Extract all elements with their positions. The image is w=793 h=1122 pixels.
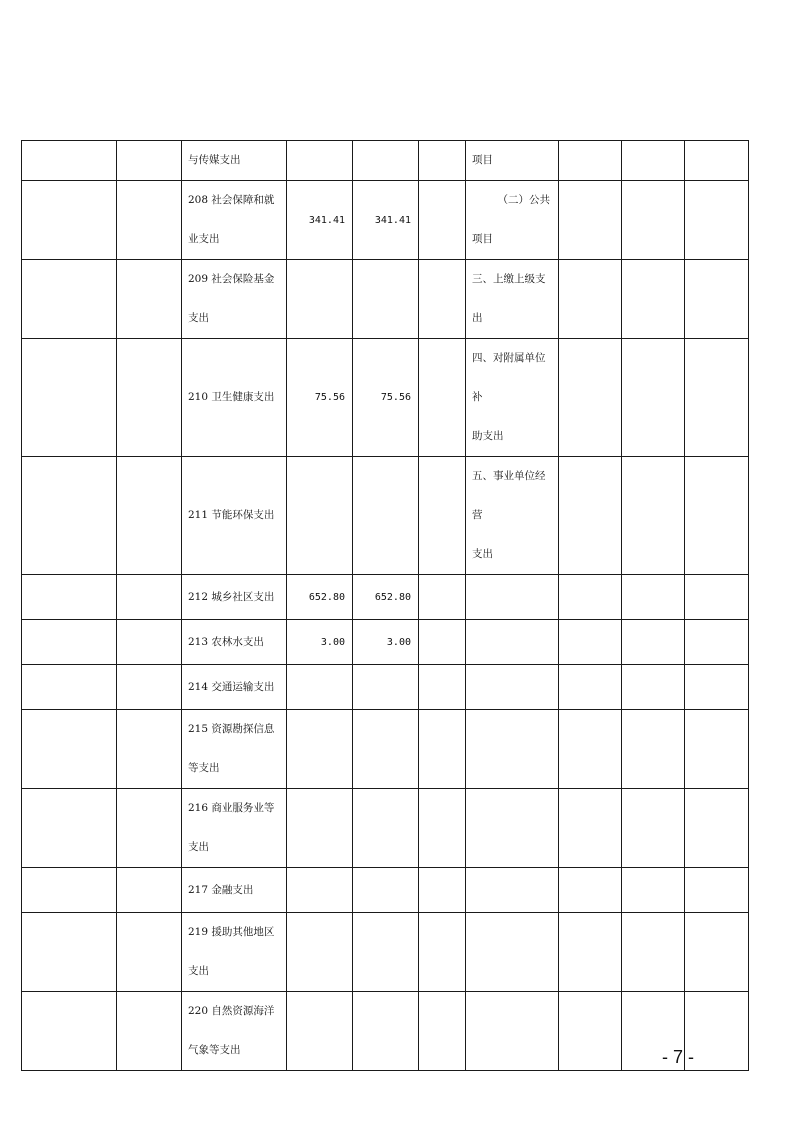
right-label-cell-text: 四、对附属单位补 助支出 [472, 352, 546, 442]
table-row [22, 992, 749, 1071]
empty-cell [22, 339, 117, 457]
amount-cell [353, 992, 419, 1071]
amount-cell [353, 141, 419, 181]
amount-cell-text: 652.80 [374, 591, 411, 603]
empty-cell [419, 620, 466, 665]
empty-cell [117, 620, 182, 665]
amount-cell [353, 789, 419, 868]
right-label-line-2: 项目 [472, 233, 493, 245]
right-label-cell [466, 141, 559, 181]
empty-cell [419, 710, 466, 789]
table-row [22, 913, 749, 992]
expense-category-cell-text: 210 卫生健康支出 [188, 391, 275, 403]
expense-category-cell [182, 665, 287, 710]
table-row [22, 260, 749, 339]
amount-cell [353, 260, 419, 339]
empty-cell [685, 710, 749, 789]
right-label-cell [466, 575, 559, 620]
right-label-cell-text: 项目 [472, 154, 493, 166]
expense-category-cell-text: 220 自然资源海洋 气象等支出 [188, 1005, 275, 1056]
expense-category-cell [182, 457, 287, 575]
amount-cell [353, 457, 419, 575]
right-label-cell [466, 710, 559, 789]
expense-category-cell [182, 992, 287, 1071]
empty-cell [419, 141, 466, 181]
table-row [22, 789, 749, 868]
empty-cell [685, 457, 749, 575]
empty-cell [622, 710, 685, 789]
empty-cell [685, 141, 749, 181]
right-label-cell [466, 913, 559, 992]
empty-cell [117, 457, 182, 575]
expense-category-cell-text: 215 资源勘探信息 等支出 [188, 723, 275, 774]
table-row [22, 339, 749, 457]
empty-cell [117, 575, 182, 620]
empty-cell [685, 260, 749, 339]
expense-category-cell-text: 与传媒支出 [188, 154, 241, 166]
amount-cell [287, 992, 353, 1071]
empty-cell [117, 710, 182, 789]
empty-cell [685, 575, 749, 620]
empty-cell [559, 575, 622, 620]
amount-cell [287, 789, 353, 868]
amount-cell [353, 665, 419, 710]
empty-cell [117, 665, 182, 710]
table-row [22, 141, 749, 181]
table-row [22, 575, 749, 620]
empty-cell [117, 141, 182, 181]
table-row [22, 868, 749, 913]
empty-cell [419, 868, 466, 913]
table-row [22, 710, 749, 789]
expense-category-cell-text: 219 援助其他地区 支出 [188, 926, 275, 977]
empty-cell [419, 913, 466, 992]
amount-cell [287, 575, 353, 620]
empty-cell [22, 260, 117, 339]
empty-cell [685, 789, 749, 868]
empty-cell [117, 181, 182, 260]
empty-cell [117, 992, 182, 1071]
expense-category-cell [182, 789, 287, 868]
empty-cell [622, 575, 685, 620]
amount-cell [353, 181, 419, 260]
expense-category-cell-text: 208 社会保障和就 业支出 [188, 194, 275, 245]
right-label-line-1: （二）公共 [497, 194, 550, 206]
expense-category-cell [182, 181, 287, 260]
right-label-cell [466, 181, 559, 260]
empty-cell [559, 339, 622, 457]
empty-cell [559, 868, 622, 913]
expense-category-cell [182, 339, 287, 457]
empty-cell [559, 457, 622, 575]
amount-cell [287, 710, 353, 789]
expense-category-cell [182, 141, 287, 181]
empty-cell [22, 141, 117, 181]
empty-cell [117, 789, 182, 868]
page-number: - 7 - [662, 1047, 695, 1067]
right-label-cell-text: 五、事业单位经营 支出 [472, 470, 546, 560]
empty-cell [622, 868, 685, 913]
amount-cell [287, 141, 353, 181]
empty-cell [559, 665, 622, 710]
empty-cell [622, 181, 685, 260]
empty-cell [117, 339, 182, 457]
amount-cell [287, 457, 353, 575]
empty-cell [419, 992, 466, 1071]
empty-cell [22, 868, 117, 913]
amount-cell [353, 620, 419, 665]
right-label-cell [466, 789, 559, 868]
empty-cell [22, 665, 117, 710]
empty-cell [559, 992, 622, 1071]
empty-cell [559, 620, 622, 665]
expense-category-cell [182, 260, 287, 339]
amount-cell [353, 913, 419, 992]
empty-cell [22, 181, 117, 260]
amount-cell-text: 3.00 [386, 636, 411, 648]
empty-cell [559, 913, 622, 992]
empty-cell [117, 868, 182, 913]
right-label-cell [466, 992, 559, 1071]
amount-cell [287, 665, 353, 710]
empty-cell [419, 457, 466, 575]
empty-cell [22, 620, 117, 665]
empty-cell [419, 260, 466, 339]
empty-cell [622, 620, 685, 665]
expense-category-cell [182, 868, 287, 913]
expense-category-cell-text: 211 节能环保支出 [188, 509, 275, 521]
empty-cell [685, 992, 749, 1071]
expense-category-cell-text: 214 交通运输支出 [188, 680, 275, 693]
empty-cell [22, 913, 117, 992]
table-body [22, 141, 749, 1071]
amount-cell-text: 75.56 [314, 392, 345, 403]
table-row [22, 457, 749, 575]
right-label-cell [466, 260, 559, 339]
empty-cell [622, 339, 685, 457]
empty-cell [559, 141, 622, 181]
amount-cell [353, 575, 419, 620]
right-label-cell [466, 457, 559, 575]
amount-cell [353, 868, 419, 913]
empty-cell [622, 141, 685, 181]
empty-cell [685, 181, 749, 260]
right-label-cell [466, 339, 559, 457]
amount-cell-text: 652.80 [308, 591, 345, 603]
empty-cell [622, 260, 685, 339]
amount-cell [287, 620, 353, 665]
expense-category-cell [182, 620, 287, 665]
amount-cell-text: 341.41 [308, 214, 345, 226]
empty-cell [419, 181, 466, 260]
empty-cell [117, 260, 182, 339]
empty-cell [622, 913, 685, 992]
empty-cell [22, 992, 117, 1071]
amount-cell [287, 260, 353, 339]
expense-category-cell-text: 217 金融支出 [188, 883, 254, 896]
empty-cell [685, 339, 749, 457]
empty-cell [685, 868, 749, 913]
amount-cell [287, 181, 353, 260]
table-row [22, 620, 749, 665]
right-label-cell [466, 620, 559, 665]
amount-cell-text: 3.00 [320, 636, 345, 648]
amount-cell-text: 75.56 [380, 392, 411, 403]
empty-cell [419, 339, 466, 457]
amount-cell-text: 341.41 [374, 214, 411, 226]
expense-category-cell-text: 216 商业服务业等 支出 [188, 802, 275, 853]
empty-cell [419, 575, 466, 620]
empty-cell [22, 457, 117, 575]
empty-cell [22, 789, 117, 868]
budget-table [21, 140, 749, 1071]
amount-cell [287, 913, 353, 992]
expense-category-cell [182, 575, 287, 620]
expense-category-cell [182, 710, 287, 789]
empty-cell [622, 665, 685, 710]
right-label-cell [466, 665, 559, 710]
empty-cell [559, 710, 622, 789]
right-label-cell-text: 三、上缴上级支出 [472, 273, 546, 324]
table-row [22, 665, 749, 710]
empty-cell [622, 789, 685, 868]
expense-category-cell [182, 913, 287, 992]
empty-cell [622, 457, 685, 575]
table-row [22, 181, 749, 260]
empty-cell [685, 620, 749, 665]
empty-cell [22, 710, 117, 789]
empty-cell [559, 260, 622, 339]
right-label-cell [466, 868, 559, 913]
empty-cell [419, 665, 466, 710]
empty-cell [22, 575, 117, 620]
amount-cell [287, 868, 353, 913]
expense-category-cell-text: 213 农林水支出 [188, 635, 264, 648]
amount-cell [353, 339, 419, 457]
empty-cell [685, 913, 749, 992]
empty-cell [559, 789, 622, 868]
amount-cell [353, 710, 419, 789]
empty-cell [559, 181, 622, 260]
expense-category-cell-text: 209 社会保险基金 支出 [188, 273, 275, 324]
amount-cell [287, 339, 353, 457]
empty-cell [117, 913, 182, 992]
expense-category-cell-text: 212 城乡社区支出 [188, 590, 275, 603]
empty-cell [419, 789, 466, 868]
empty-cell [685, 665, 749, 710]
